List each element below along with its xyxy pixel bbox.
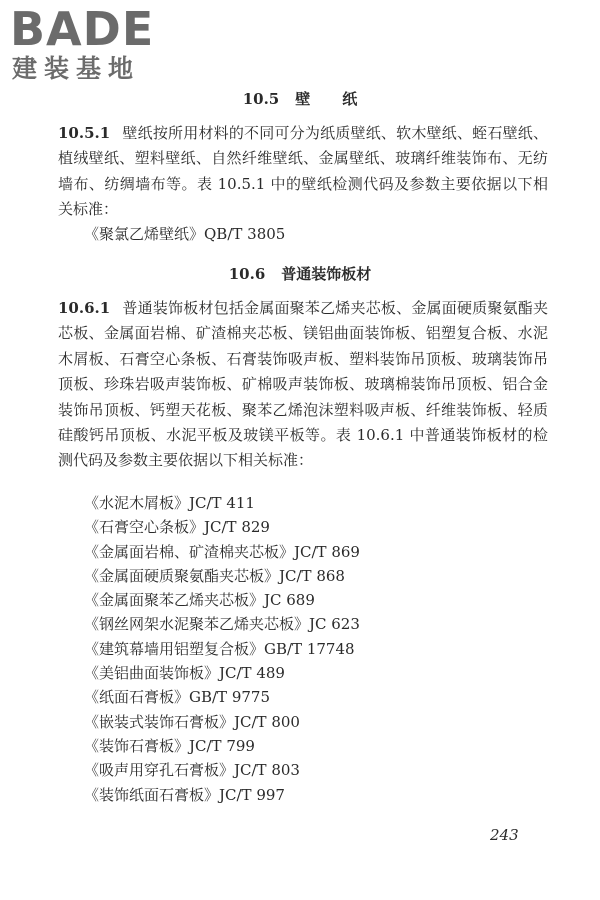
section-title-text: 普通装饰板材: [281, 265, 372, 283]
standard-reference: 《聚氯乙烯壁纸》QB/T 3805: [84, 225, 286, 243]
section-title-char-1: 壁: [295, 90, 311, 108]
page-number: 243: [490, 826, 519, 844]
standard-item: 《嵌装式装饰石膏板》JC/T 800: [84, 712, 300, 731]
paragraph-text: 普通装饰板材包括金属面聚苯乙烯夹芯板、金属面硬质聚氨酯夹芯板、金属面岩棉、矿渣棉夹芯板、镁铝曲面装饰板、铝塑复合板、水泥木屑板、石膏空心条板、石膏装饰吸声板、塑料装饰吊顶板、玻璃装饰吊顶板、珍珠岩吸声装饰板、矿棉吸声装饰板、玻璃棉装饰吊顶板、铝合金装饰吊顶板、钙塑天花板、聚苯乙烯泡沫塑料吸声板、纤维装饰板、轻质硅酸钙吊顶板、水泥平板及玻镁平板等。表 10.6.1 中普通装饰板材的检测代码及参数主要依据以下相关标准：: [58, 299, 548, 470]
paragraph-number: 10.5.1: [58, 124, 111, 142]
standard-item: 《装饰纸面石膏板》JC/T 997: [84, 785, 285, 804]
standard-item: 《金属面聚苯乙烯夹芯板》JC 689: [84, 591, 315, 610]
standard-item: 《金属面硬质聚氨酯夹芯板》JC/T 868: [84, 566, 345, 585]
standard-item: 《装饰石膏板》JC/T 799: [84, 736, 255, 755]
standard-item: 《金属面岩棉、矿渣棉夹芯板》JC/T 869: [84, 542, 360, 561]
standard-item: 《吸声用穿孔石膏板》JC/T 803: [84, 761, 300, 780]
section-number: 10.6: [228, 265, 266, 283]
logo-wordmark: BADE: [10, 2, 155, 56]
standards-list: [84, 491, 360, 807]
watermark-logo: [10, 4, 175, 84]
standard-item: 《石膏空心条板》JC/T 829: [84, 518, 270, 537]
section-title-char-2: 纸: [342, 90, 358, 108]
paragraph-10-6-1: [58, 296, 548, 474]
section-title-10-5: [0, 88, 600, 109]
paragraph-number: 10.6.1: [58, 299, 111, 317]
section-number: 10.5: [242, 90, 280, 108]
logo-subtitle: 建装基地: [12, 54, 141, 83]
paragraph-text: 壁纸按所用材料的不同可分为纸质壁纸、软木壁纸、蛭石壁纸、植绒壁纸、塑料壁纸、自然纤维壁纸、金属壁纸、玻璃纤维装饰布、无纺墙布、纺绸墙布等。表 10.5.1 中的壁纸检测代码及参数主要依据以下相关标准：: [58, 124, 548, 219]
section-title-10-6: [0, 263, 600, 284]
standard-item: 《纸面石膏板》GB/T 9775: [84, 688, 271, 707]
standard-item: 《美铝曲面装饰板》JC/T 489: [84, 664, 285, 683]
standard-item: 《钢丝网架水泥聚苯乙烯夹芯板》JC 623: [84, 615, 360, 634]
standard-item: 《水泥木屑板》JC/T 411: [84, 494, 255, 512]
paragraph-10-5-1: [58, 121, 548, 223]
standard-item: 《建筑幕墙用铝塑复合板》GB/T 17748: [84, 639, 355, 658]
